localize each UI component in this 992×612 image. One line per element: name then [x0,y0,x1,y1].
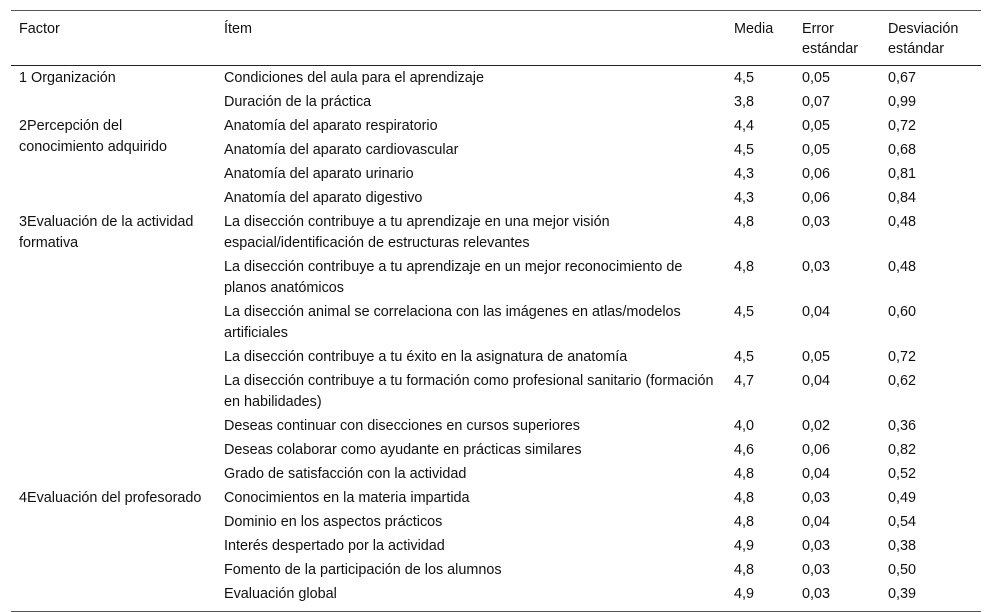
cell-error: 0,04 [802,304,831,320]
cell-desviacion: 0,72 [888,118,917,134]
table-row [11,211,981,256]
cell-media: 4,3 [734,190,755,206]
cell-media: 4,4 [734,118,755,134]
cell-desviacion: 0,82 [888,442,917,458]
cell-media: 4,6 [734,442,755,458]
cell-media: 4,3 [734,166,755,182]
cell-item: Deseas continuar con disecciones en cursos superiores [224,418,580,434]
cell-error: 0,06 [802,190,831,206]
cell-error: 0,03 [802,538,831,554]
cell-item: La disección contribuye a tu aprendizaje en una mejor visión espacial/identificación de estructuras relevantes [224,214,610,251]
cell-desviacion: 0,54 [888,514,917,530]
cell-error: 0,05 [802,70,831,86]
cell-item: Dominio en los aspectos prácticos [224,514,443,530]
cell-factor: 3Evaluación de la actividad formativa [19,214,194,251]
cell-item: La disección contribuye a tu formación como profesional sanitario (formación en habilidades) [224,373,714,410]
cell-media: 4,0 [734,418,755,434]
cell-error: 0,03 [802,259,831,275]
cell-item: Anatomía del aparato cardiovascular [224,142,459,158]
cell-item: La disección contribuye a tu éxito en la asignatura de anatomía [224,349,628,365]
cell-desviacion: 0,81 [888,166,917,182]
cell-desviacion: 0,49 [888,490,917,506]
cell-error: 0,03 [802,490,831,506]
cell-factor: 4Evaluación del profesorado [19,490,202,506]
table-header [11,11,981,66]
cell-desviacion: 0,52 [888,466,917,482]
cell-item: Condiciones del aula para el aprendizaje [224,70,485,86]
cell-error: 0,04 [802,373,831,389]
cell-desviacion: 0,67 [888,70,917,86]
cell-item: Grado de satisfacción con la actividad [224,466,467,482]
cell-desviacion: 0,99 [888,94,917,110]
cell-media: 4,9 [734,538,755,554]
cell-item: La disección animal se correlaciona con las imágenes en atlas/modelos artificiales [224,304,681,341]
cell-desviacion: 0,62 [888,373,917,389]
cell-media: 3,8 [734,94,755,110]
header-desviacion: Desviación estándar [888,21,959,57]
table-body [11,66,981,612]
cell-media: 4,5 [734,349,755,365]
header-row [11,11,981,66]
cell-error: 0,02 [802,418,831,434]
cell-media: 4,8 [734,214,755,230]
cell-media: 4,9 [734,586,755,602]
cell-error: 0,03 [802,562,831,578]
cell-media: 4,8 [734,259,755,275]
cell-item: La disección contribuye a tu aprendizaje en un mejor reconocimiento de planos anatómicos [224,259,683,296]
cell-media: 4,5 [734,304,755,320]
cell-desviacion: 0,39 [888,586,917,602]
cell-item: Anatomía del aparato urinario [224,166,414,182]
cell-item: Evaluación global [224,586,337,602]
cell-media: 4,8 [734,514,755,530]
cell-media: 4,5 [734,142,755,158]
cell-factor: 2Percepción del conocimiento adquirido [19,118,167,155]
cell-error: 0,03 [802,214,831,230]
cell-media: 4,8 [734,466,755,482]
header-factor: Factor [19,21,60,37]
cell-media: 4,5 [734,70,755,86]
cell-desviacion: 0,60 [888,304,917,320]
cell-media: 4,7 [734,373,755,389]
cell-error: 0,03 [802,586,831,602]
cell-error: 0,04 [802,466,831,482]
cell-desviacion: 0,68 [888,142,917,158]
cell-media: 4,8 [734,562,755,578]
table-row [11,487,981,511]
cell-error: 0,06 [802,442,831,458]
cell-desviacion: 0,50 [888,562,917,578]
header-error: Error estándar [802,21,859,57]
cell-error: 0,07 [802,94,831,110]
cell-item: Fomento de la participación de los alumnos [224,562,502,578]
cell-desviacion: 0,72 [888,349,917,365]
cell-item: Duración de la práctica [224,94,372,110]
cell-error: 0,05 [802,142,831,158]
results-table [11,10,981,612]
cell-item: Anatomía del aparato respiratorio [224,118,438,134]
cell-item: Interés despertado por la actividad [224,538,445,554]
table-row [11,66,981,92]
cell-error: 0,05 [802,349,831,365]
cell-desviacion: 0,36 [888,418,917,434]
cell-item: Anatomía del aparato digestivo [224,190,423,206]
table-row [11,115,981,139]
cell-desviacion: 0,48 [888,259,917,275]
cell-error: 0,05 [802,118,831,134]
cell-error: 0,06 [802,166,831,182]
cell-desviacion: 0,48 [888,214,917,230]
cell-media: 4,8 [734,490,755,506]
cell-desviacion: 0,38 [888,538,917,554]
header-media: Media [734,21,774,37]
cell-factor: 1 Organización [19,70,116,86]
cell-error: 0,04 [802,514,831,530]
cell-item: Conocimientos en la materia impartida [224,490,470,506]
header-item: Ítem [224,21,252,37]
cell-desviacion: 0,84 [888,190,917,206]
cell-item: Deseas colaborar como ayudante en prácticas similares [224,442,582,458]
